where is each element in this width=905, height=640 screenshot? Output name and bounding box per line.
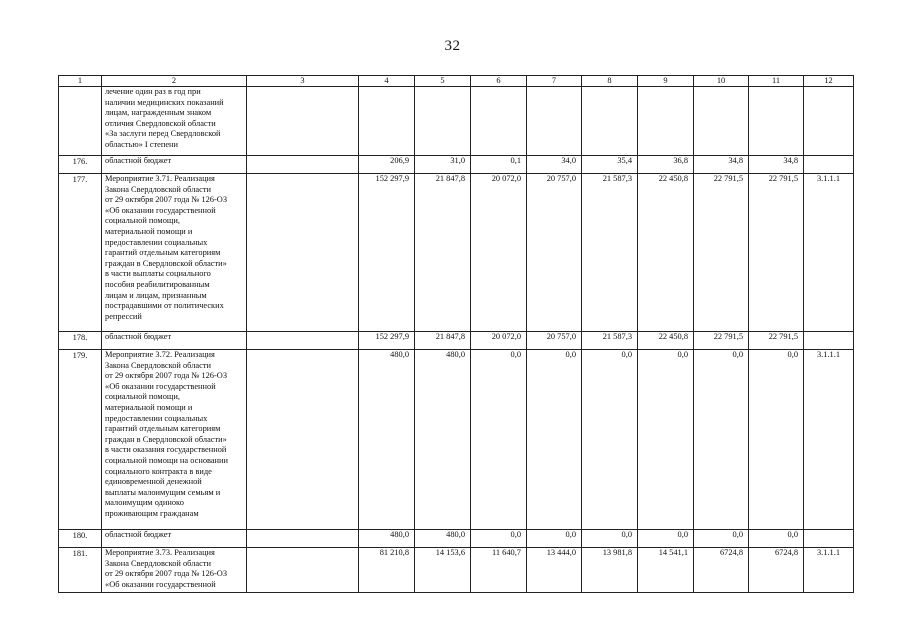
row-value: 13 981,8 [582,548,638,593]
row-value: 11 640,7 [471,548,527,593]
row-value: 0,0 [694,350,749,530]
row-value: 22 450,8 [638,332,694,350]
row-number: 176. [59,156,102,174]
row-code [804,530,854,548]
row-column-3 [247,156,359,174]
row-code: 3.1.1.1 [804,350,854,530]
page-number: 32 [444,38,461,54]
row-code: 3.1.1.1 [804,548,854,593]
row-value: 0,0 [471,530,527,548]
row-value: 22 791,5 [694,332,749,350]
row-column-3 [247,332,359,350]
row-value: 6724,8 [694,548,749,593]
row-value [694,87,749,156]
row-number: 180. [59,530,102,548]
row-value: 6724,8 [749,548,804,593]
row-value: 20 072,0 [471,332,527,350]
row-code: 3.1.1.1 [804,174,854,332]
row-value [749,87,804,156]
row-value: 20 757,0 [527,174,582,332]
table-row [59,87,854,156]
header-cell: 11 [749,76,804,87]
row-column-3 [247,350,359,530]
row-value: 22 791,5 [749,174,804,332]
row-value: 0,0 [749,350,804,530]
row-value: 14 153,6 [415,548,471,593]
header-cell: 4 [359,76,415,87]
row-value: 21 847,8 [415,332,471,350]
row-code [804,87,854,156]
header-cell: 2 [102,76,247,87]
table-row [59,350,854,530]
row-column-3 [247,87,359,156]
row-value: 0,1 [471,156,527,174]
table-row [59,548,854,593]
row-value: 480,0 [415,350,471,530]
row-value [471,87,527,156]
header-row [59,76,854,87]
row-value: 36,8 [638,156,694,174]
row-value: 81 210,8 [359,548,415,593]
row-value: 0,0 [638,350,694,530]
budget-table [58,75,854,593]
row-value: 22 450,8 [638,174,694,332]
row-value: 13 444,0 [527,548,582,593]
header-cell: 1 [59,76,102,87]
row-value: 0,0 [527,350,582,530]
row-column-3 [247,530,359,548]
row-number: 181. [59,548,102,593]
row-value: 480,0 [359,530,415,548]
header-cell: 6 [471,76,527,87]
table-row [59,530,854,548]
row-description: Мероприятие 3.71. Реализация Закона Свердловской области от 29 октября 2007 года № 126-ОЗ «Об оказании государственной социальной помощи, материальной помощи и предоставлении социальных гарантий отдельным категориям граждан в Свердловской области» в части выплаты социального пособия реабилитированным лицам и лицам, признанным пострадавшими от политических репрессий [102,174,247,332]
row-code [804,156,854,174]
row-value: 21 587,3 [582,174,638,332]
row-value: 0,0 [749,530,804,548]
row-value [638,87,694,156]
row-value: 21 587,3 [582,332,638,350]
row-description: Мероприятие 3.72. Реализация Закона Свердловской области от 29 октября 2007 года № 126-ОЗ «Об оказании государственной социальной помощи, материальной помощи и предоставлении социальных гарантий отдельным категориям граждан в Свердловской области» в части оказания государственной социальной помощи на основании социального контракта в виде единовременной денежной выплаты малоимущим семьям и малоимущим одиноко проживающим гражданам [102,350,247,530]
row-value [582,87,638,156]
row-value: 0,0 [638,530,694,548]
row-value: 0,0 [527,530,582,548]
row-value: 0,0 [582,530,638,548]
header-cell: 9 [638,76,694,87]
row-description: лечение один раз в год при наличии медицинских показаний лицам, награжденным знаком отличия Свердловской области «За заслуги перед Свердловской областью» I степени [102,87,247,156]
row-code [804,332,854,350]
row-value: 480,0 [359,350,415,530]
table-row [59,156,854,174]
row-value: 152 297,9 [359,174,415,332]
row-description: областной бюджет [102,332,247,350]
row-value: 480,0 [415,530,471,548]
row-value: 0,0 [471,350,527,530]
row-value: 34,8 [749,156,804,174]
table-row [59,332,854,350]
row-number: 179. [59,350,102,530]
header-cell: 3 [247,76,359,87]
row-number [59,87,102,156]
header-cell: 12 [804,76,854,87]
row-value: 22 791,5 [749,332,804,350]
header-cell: 5 [415,76,471,87]
row-column-3 [247,548,359,593]
row-value: 22 791,5 [694,174,749,332]
row-value: 34,8 [694,156,749,174]
row-value [359,87,415,156]
header-cell: 8 [582,76,638,87]
row-description: областной бюджет [102,156,247,174]
table-row [59,174,854,332]
row-value: 14 541,1 [638,548,694,593]
row-value: 0,0 [582,350,638,530]
header-cell: 7 [527,76,582,87]
row-value [415,87,471,156]
header-cell: 10 [694,76,749,87]
row-description: Мероприятие 3.73. Реализация Закона Свердловской области от 29 октября 2007 года № 126-ОЗ «Об оказании государственной [102,548,247,593]
row-value: 206,9 [359,156,415,174]
row-column-3 [247,174,359,332]
row-number: 178. [59,332,102,350]
row-value: 34,0 [527,156,582,174]
row-value: 0,0 [694,530,749,548]
row-value: 35,4 [582,156,638,174]
row-number: 177. [59,174,102,332]
row-value [527,87,582,156]
row-value: 21 847,8 [415,174,471,332]
row-value: 20 072,0 [471,174,527,332]
row-value: 152 297,9 [359,332,415,350]
row-value: 20 757,0 [527,332,582,350]
row-description: областной бюджет [102,530,247,548]
row-value: 31,0 [415,156,471,174]
